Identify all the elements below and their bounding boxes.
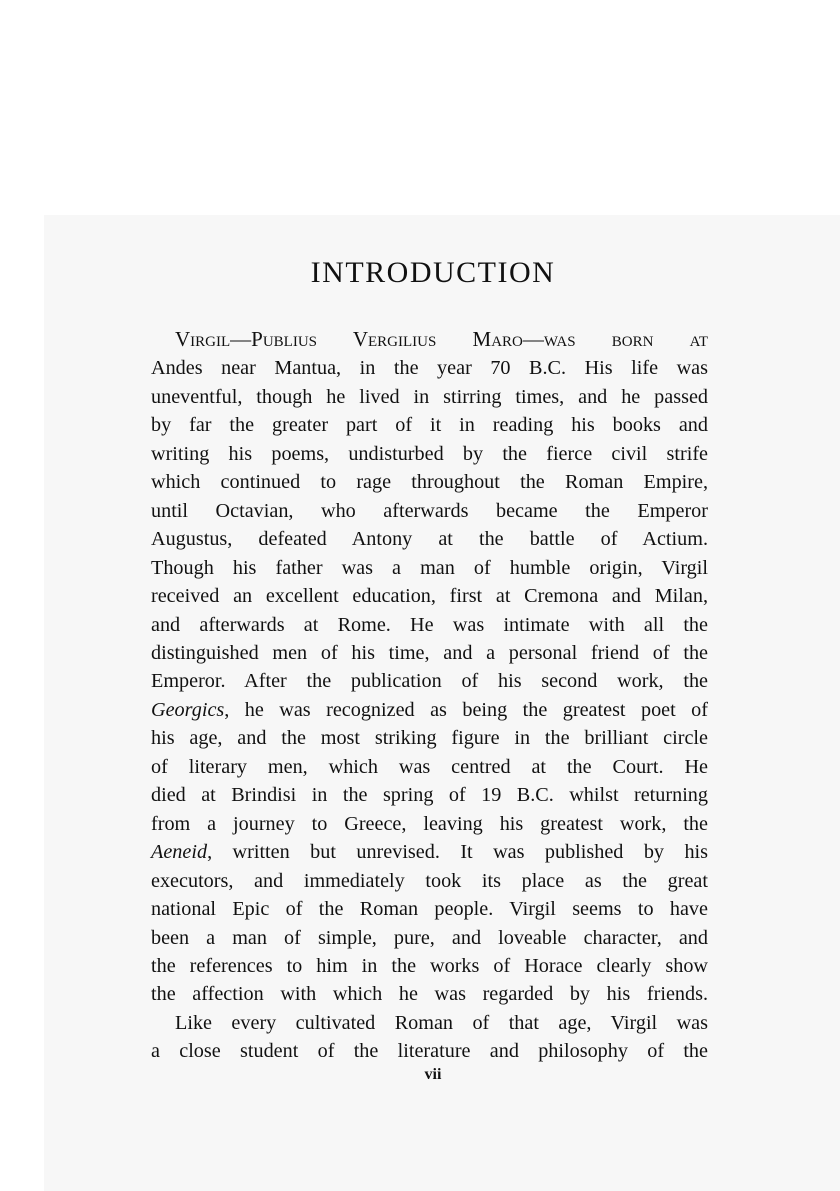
page-title: INTRODUCTION xyxy=(310,256,556,289)
page-number: vii xyxy=(424,1066,442,1083)
body-text xyxy=(151,325,708,1066)
text-line-7: until Octavian, who afterwards became the Emperor xyxy=(151,499,708,522)
text-line-24: the affection with which he was regarded by his friends. xyxy=(151,983,708,1006)
text-line-9: Though his father was a man of humble origin, Virgil xyxy=(151,556,708,579)
text-line-14: Georgics, he was recognized as being the greatest poet of xyxy=(151,698,708,721)
text-line-17: died at Brindisi in the spring of 19 B.C. whilst returning xyxy=(151,784,708,807)
text-line-1: Virgil—Publius Vergilius Maro—was born at xyxy=(175,327,708,351)
text-line-22: been a man of simple, pure, and loveable character, and xyxy=(151,926,708,949)
text-line-4: by far the greater part of it in reading his books and xyxy=(151,414,708,437)
text-line-3: uneventful, though he lived in stirring times, and he passed xyxy=(151,385,708,408)
text-line-16: of literary men, which was centred at the Court. He xyxy=(151,755,708,778)
text-line-6: which continued to rage throughout the Roman Empire, xyxy=(151,471,708,494)
text-line-15: his age, and the most striking figure in the brilliant circle xyxy=(151,727,708,750)
text-line-10: received an excellent education, first at Cremona and Milan, xyxy=(151,585,708,608)
text-line-12: distinguished men of his time, and a personal friend of the xyxy=(151,641,708,664)
text-line-26: a close student of the literature and philosophy of the xyxy=(151,1040,708,1063)
text-line-13: Emperor. After the publication of his second work, the xyxy=(151,670,708,693)
text-line-20: executors, and immediately took its place as the great xyxy=(151,869,708,892)
text-line-25: Like every cultivated Roman of that age, Virgil was xyxy=(175,1011,708,1034)
text-line-18: from a journey to Greece, leaving his greatest work, the xyxy=(151,812,708,835)
text-line-8: Augustus, defeated Antony at the battle of Actium. xyxy=(151,528,708,551)
text-line-5: writing his poems, undisturbed by the fierce civil strife xyxy=(151,442,708,465)
text-line-11: and afterwards at Rome. He was intimate with all the xyxy=(151,613,708,636)
text-line-2: Andes near Mantua, in the year 70 B.C. His life was xyxy=(151,357,708,380)
text-line-19: Aeneid, written but unrevised. It was published by his xyxy=(151,841,708,864)
text-line-21: national Epic of the Roman people. Virgil seems to have xyxy=(151,898,708,921)
text-line-23: the references to him in the works of Horace clearly show xyxy=(151,954,708,977)
